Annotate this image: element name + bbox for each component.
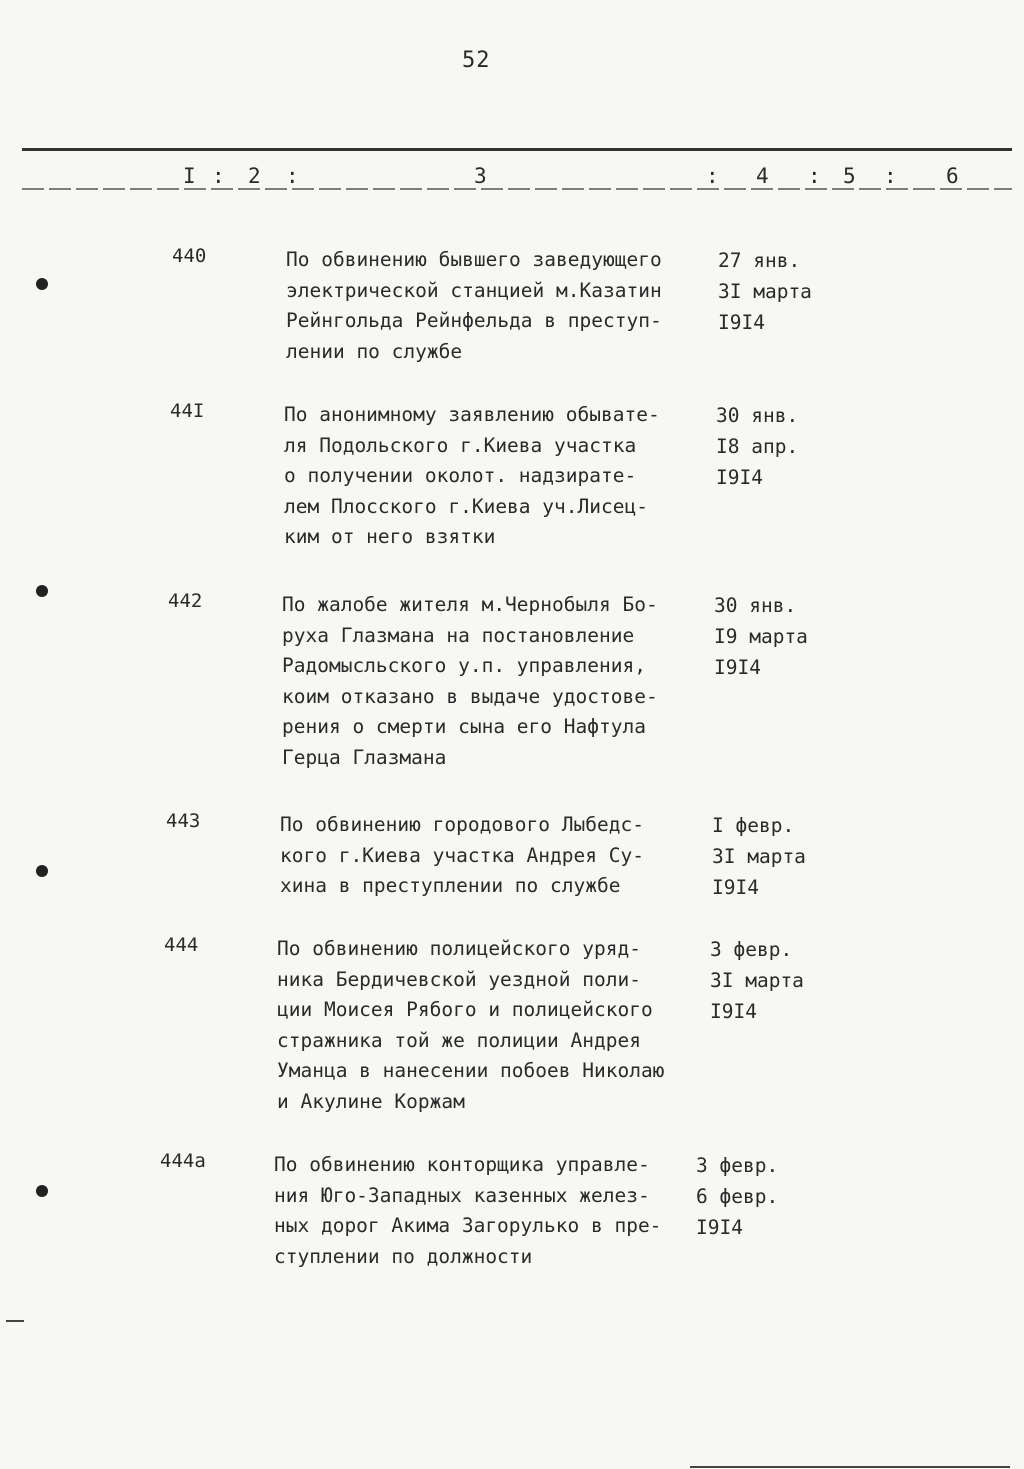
entry-dates: 3 февр. 6 февр. I9I4 — [696, 1154, 779, 1239]
punch-hole-mark — [36, 278, 48, 290]
entry-dates: I февр. 3I марта I9I4 — [712, 814, 806, 899]
column-header-4: 4 — [756, 164, 769, 188]
punch-hole-mark — [36, 865, 48, 877]
entry-dates: 30 янв. I9 марта I9I4 — [714, 594, 808, 679]
column-header-5: 5 — [843, 164, 856, 188]
entry-number: 444 — [164, 934, 199, 956]
entry-dates: 30 янв. I8 апр. I9I4 — [716, 404, 799, 489]
column-header-6: 6 — [946, 164, 959, 188]
entry-number: 443 — [166, 810, 201, 832]
entry-dates: 27 янв. 3I марта I9I4 — [718, 249, 812, 334]
entry-description: По обвинению бывшего заведующего электрической станцией м.Казатин Рейнгольда Рейнфельда в преступ- лении по службе — [286, 248, 662, 363]
column-separator: : — [706, 164, 719, 188]
column-header-3: 3 — [474, 164, 487, 188]
entry-description: По анонимному заявлению обывате- ля Подольского г.Киева участка о получении околот. надзирате- лем Плосского г.Киева уч.Лисец- ким от него взятки — [284, 403, 660, 548]
entry-description: По обвинению полицейского уряд- ника Бердичевской уездной поли- ции Моисея Рябого и полицейского стражника той же полиции Андрея Уманца в нанесении побоев Николаю и Акулине Коржам — [277, 937, 665, 1113]
entry-number: 442 — [168, 590, 203, 612]
punch-hole-mark — [36, 1185, 48, 1197]
entry-description: По обвинению конторщика управле- ния Юго-Западных казенных желез- ных дорог Акима Загорулько в пре- ступлении по должности — [274, 1153, 662, 1268]
column-separator: : — [884, 164, 897, 188]
entry-number: 444а — [160, 1150, 206, 1172]
entry-dates: 3 февр. 3I марта I9I4 — [710, 938, 804, 1023]
table-top-rule — [22, 148, 1012, 151]
column-header-2: 2 — [248, 164, 261, 188]
entry-number: 44I — [170, 400, 205, 422]
column-header-1: I — [183, 164, 196, 188]
table-header-rule — [22, 188, 1012, 190]
column-separator: : — [286, 164, 299, 188]
bottom-edge-rule — [690, 1466, 1010, 1468]
entry-description: По обвинению городового Лыбедс- кого г.Киева участка Андрея Су- хина в преступлении по службе — [280, 813, 644, 897]
punch-hole-mark — [36, 585, 48, 597]
margin-dash-mark — [6, 1320, 24, 1322]
column-separator: : — [808, 164, 821, 188]
column-separator: : — [212, 164, 225, 188]
page-number: 52 — [462, 48, 491, 73]
entry-number: 440 — [172, 245, 207, 267]
entry-description: По жалобе жителя м.Чернобыля Бо- руха Глазмана на постановление Радомысльского у.п. управления, коим отказано в выдаче удостове- рения о смерти сына его Нафтула Герца Глазмана — [282, 593, 658, 769]
